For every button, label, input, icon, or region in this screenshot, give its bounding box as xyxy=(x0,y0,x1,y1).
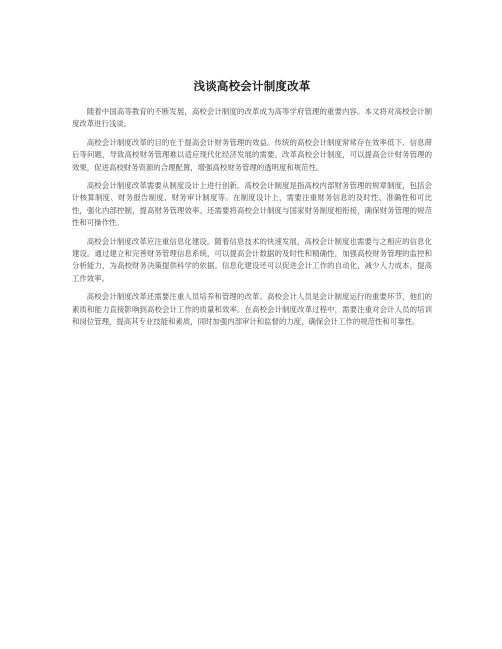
paragraph-informatization: 高校会计制度改革应注重信息化建设。随着信息技术的快速发展，高校会计制度也需要与之相应的信息化建设。通过建立和完善财务管理信息系统，可以提高会计数据的及时性和精确性，加强高校财务管理的监控和分析能力，为高校财务决策提供科学的依据。信息化建设还可以促进会计工作的自动化，减少人力成本，提高工作效率。 xyxy=(72,236,432,283)
paragraph-intro: 随着中国高等教育的不断发展，高校会计制度的改革成为高等学府管理的重要内容。本文将对高校会计制度改革进行浅谈。 xyxy=(72,107,432,129)
paragraph-purpose: 高校会计制度改革的目的在于提高会计财务管理的效益。传统的高校会计制度常常存在效率低下、信息滞后等问题，导致高校财务管理难以适应现代化经济发展的需要。改革高校会计制度，可以提高会计财务管理的效果，促进高校财务资源的合理配置，增强高校财务管理的透明度和规范性。 xyxy=(72,137,432,172)
paragraph-personnel: 高校会计制度改革还需要注重人员培养和管理的改革。高校会计人员是会计制度运行的重要环节，他们的素质和能力直接影响到高校会计工作的质量和效率。在高校会计制度改革过程中，需要注重对会计人员的培训和岗位管理，提高其专业技能和素质，同时加强内部审计和监督的力度，确保会计工作的规范性和可靠性。 xyxy=(72,292,432,327)
document-title: 浅谈高校会计制度改革 xyxy=(193,79,311,93)
paragraph-system-design: 高校会计制度改革需要从制度设计上进行创新。高校会计制度是指高校内部财务管理的规章制度，包括会计核算制度、财务报告制度、财务审计制度等。在制度设计上，需要注重财务信息的及时性、准确性和可比性，强化内部控制，提高财务管理效率。还需要将高校会计制度与国家财务制度相衔接，确保财务管理的规范性和可操作性。 xyxy=(72,181,432,228)
document-page xyxy=(72,78,432,335)
